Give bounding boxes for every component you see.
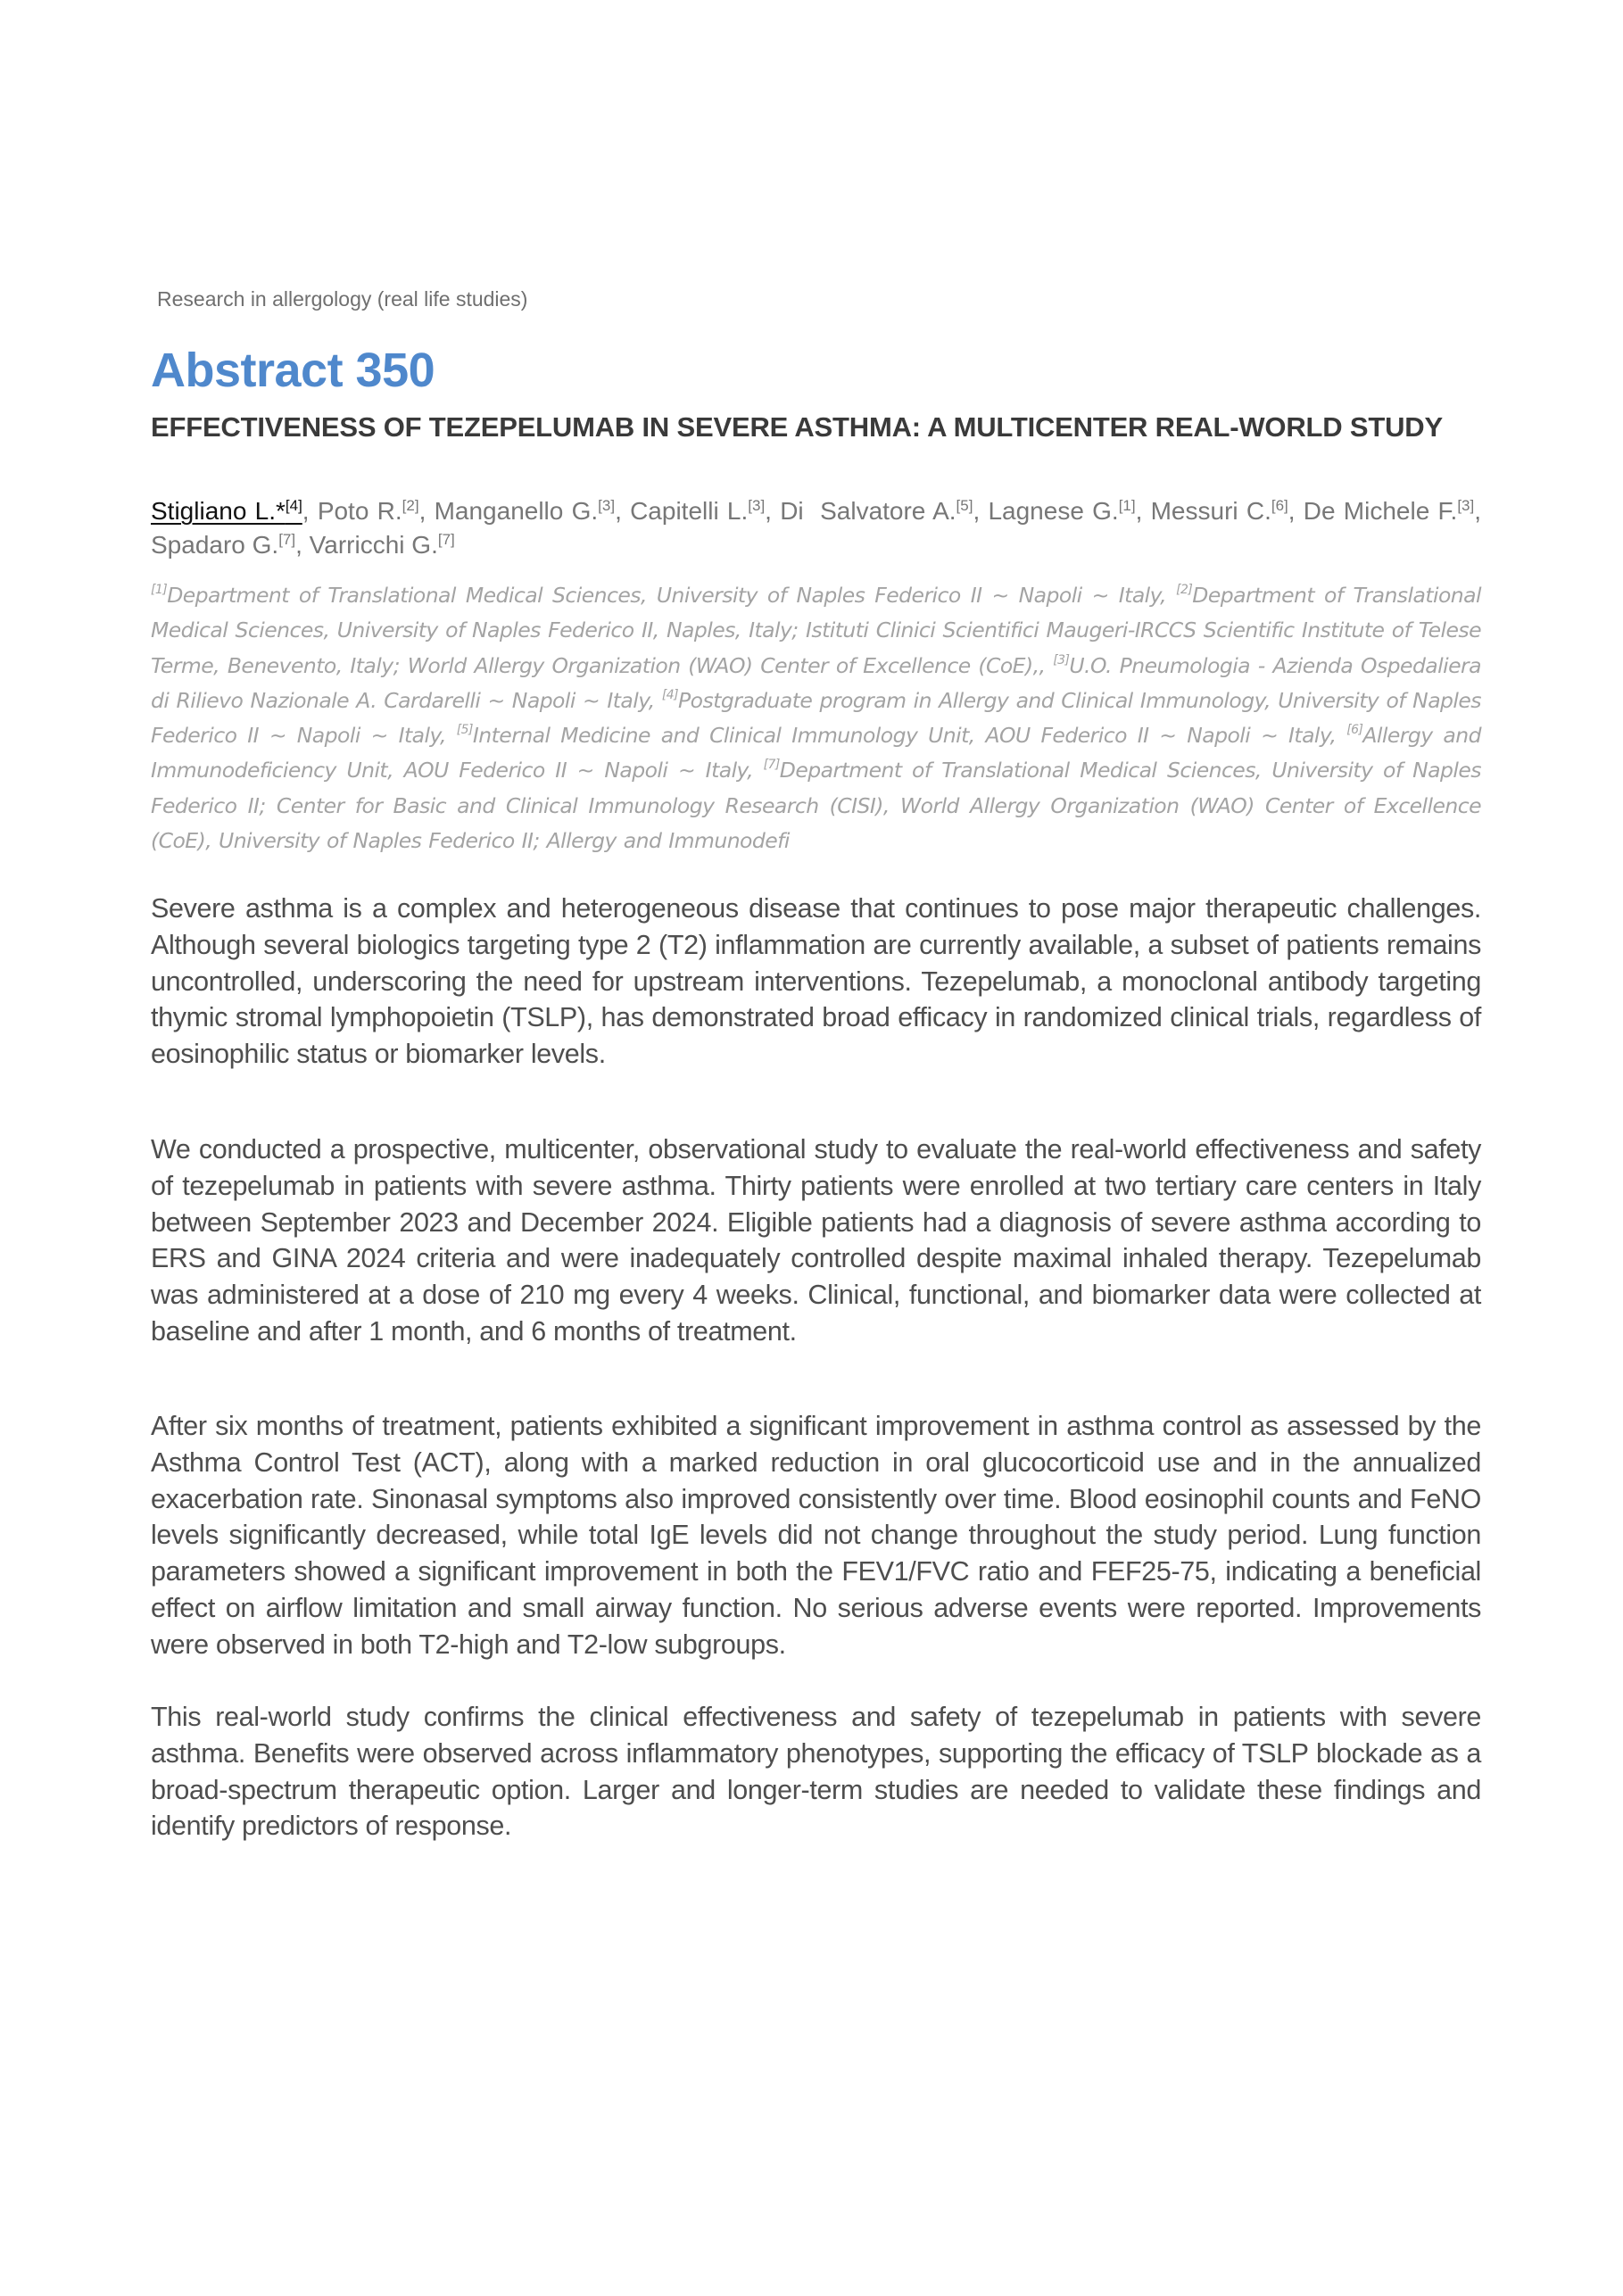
author-list: Stigliano L.*[4], Poto R.[2], Manganello G.[3], Capitelli L.[3], Di Salvatore A.[5], Lagnese G.[1], Messuri C.[6], De Michele F.[3], Spadaro G.[7], Varricchi G.[7]	[151, 497, 1481, 559]
affiliation-number: [7]	[763, 758, 780, 773]
author-affil-ref: [5]	[956, 497, 973, 514]
author-name: Capitelli L.	[630, 497, 749, 525]
author	[151, 531, 295, 559]
abstract-title: EFFECTIVENESS OF TEZEPELUMAB IN SEVERE ASTHMA: A MULTICENTER REAL-WORLD STUDY	[151, 411, 1443, 443]
affiliation-text: Allergy and Immunodeficiency Unit, AOU Federico II ~ Napoli ~ Italy,	[151, 723, 1481, 783]
author-name: Poto R.	[317, 497, 402, 525]
author-affil-ref: [4]	[285, 497, 302, 514]
affiliation-text: U.O. Pneumologia - Azienda Ospedaliera di Rilievo Nazionale A. Cardarelli ~ Napoli ~ Italy,	[151, 652, 1481, 713]
author-name: Stigliano L.*	[151, 497, 286, 525]
author-affil-ref: [7]	[278, 531, 296, 548]
affiliation-text: Department of Translational Medical Sciences, University of Naples Federico II ~ Napoli ~ Italy,	[167, 583, 1177, 608]
affiliation-number: [6]	[1346, 723, 1363, 738]
author-affil-ref: [3]	[1457, 497, 1475, 514]
author	[318, 497, 419, 525]
author-affil-ref: [3]	[598, 497, 616, 514]
author-name: Messuri C.	[1150, 497, 1271, 525]
author-name: Lagnese G.	[988, 497, 1119, 525]
author	[1304, 497, 1474, 525]
author	[435, 497, 615, 525]
body-paragraph-background: Severe asthma is a complex and heterogeneous disease that continues to pose major therapeutic challenges. Although several biologics targeting type 2 (T2) inflammation are currently available, a subset of patients remains uncontrolled, underscoring the need for upstream interventions. Tezepelumab, a monoclonal antibody targeting thymic stromal lymphopoietin (TSLP), has demonstrated broad efficacy in randomized clinical trials, regardless of eosinophilic status or biomarker levels.	[151, 893, 1481, 1070]
author	[310, 531, 455, 559]
author	[630, 497, 765, 525]
affiliation-text: Postgraduate program in Allergy and Clinical Immunology, University of Naples Federico II ~ Napoli ~ Italy,	[151, 687, 1481, 749]
abstract-number: Abstract 350	[151, 344, 435, 397]
presenting-author	[151, 497, 302, 525]
author-name: Di Salvatore A.	[780, 497, 956, 525]
affiliation-number: [3]	[1053, 652, 1070, 667]
affiliation-text: Department of Translational Medical Sciences, University of Naples Federico II; Center for Basic and Clinical Immunology Research (CISI), World Allergy Organization (WAO) Center of Excellence (CoE), University of Naples Federico II; Allergy and Immunodefi	[151, 758, 1481, 854]
author-name: Varricchi G.	[309, 531, 438, 559]
author-affil-ref: [2]	[402, 497, 419, 514]
affiliation-number: [1]	[151, 583, 168, 597]
affiliation-text: Department of Translational Medical Sciences, University of Naples Federico II, Naples, Italy; Istituti Clinici Scientifici Maugeri-IRCCS Scientific Institute of Telese Terme, Benevento, Italy; World Allergy Organization (WAO) Center of Excellence (CoE),,	[151, 583, 1481, 678]
affiliation-number: [4]	[661, 687, 679, 702]
topic-category: Research in allergology (real life studies)	[157, 287, 528, 311]
affiliation-number: [2]	[1176, 583, 1193, 597]
author-affil-ref: [7]	[437, 531, 455, 548]
affiliation-text: Internal Medicine and Clinical Immunology Unit, AOU Federico II ~ Napoli ~ Italy,	[472, 723, 1347, 749]
affiliations	[151, 578, 1481, 858]
author-affil-ref: [3]	[748, 497, 766, 514]
body-paragraph-results: After six months of treatment, patients exhibited a significant improvement in asthma control as assessed by the Asthma Control Test (ACT), along with a marked reduction in oral glucocorticoid use and in the annualized exacerbation rate. Sinonasal symptoms also improved consistently over time. Blood eosinophil counts and FeNO levels significantly decreased, while total IgE levels did not change throughout the study period. Lung function parameters showed a significant improvement in both the FEV1/FVC ratio and FEF25-75, indicating a beneficial effect on airflow limitation and small airway function. No serious adverse events were reported. Improvements were observed in both T2-high and T2-low subgroups.	[151, 1411, 1481, 1660]
author-name: Manganello G.	[434, 497, 599, 525]
affiliation-number: [5]	[456, 723, 473, 738]
author-affil-ref: [6]	[1271, 497, 1288, 514]
author	[988, 497, 1135, 525]
body-paragraph-methods: We conducted a prospective, multicenter, observational study to evaluate the real-world effectiveness and safety of tezepelumab in patients with severe asthma. Thirty patients were enrolled at two tertiary care centers in Italy between September 2023 and December 2024. Eligible patients had a diagnosis of severe asthma according to ERS and GINA 2024 criteria and were inadequately controlled despite maximal inhaled therapy. Tezepelumab was administered at a dose of 210 mg every 4 weeks. Clinical, functional, and biomarker data were collected at baseline and after 1 month, and 6 months of treatment.	[151, 1134, 1481, 1347]
author-affil-ref: [1]	[1118, 497, 1136, 514]
author-name: De Michele F.	[1303, 497, 1458, 525]
author	[1151, 497, 1288, 525]
author	[780, 497, 973, 525]
author-name: Spadaro G.	[151, 531, 279, 559]
body-paragraph-conclusion: This real-world study confirms the clinical effectiveness and safety of tezepelumab in patients with severe asthma. Benefits were observed across inflammatory phenotypes, supporting the efficacy of TSLP blockade as a broad-spectrum therapeutic option. Larger and longer-term studies are needed to validate these findings and identify predictors of response.	[151, 1702, 1481, 1842]
